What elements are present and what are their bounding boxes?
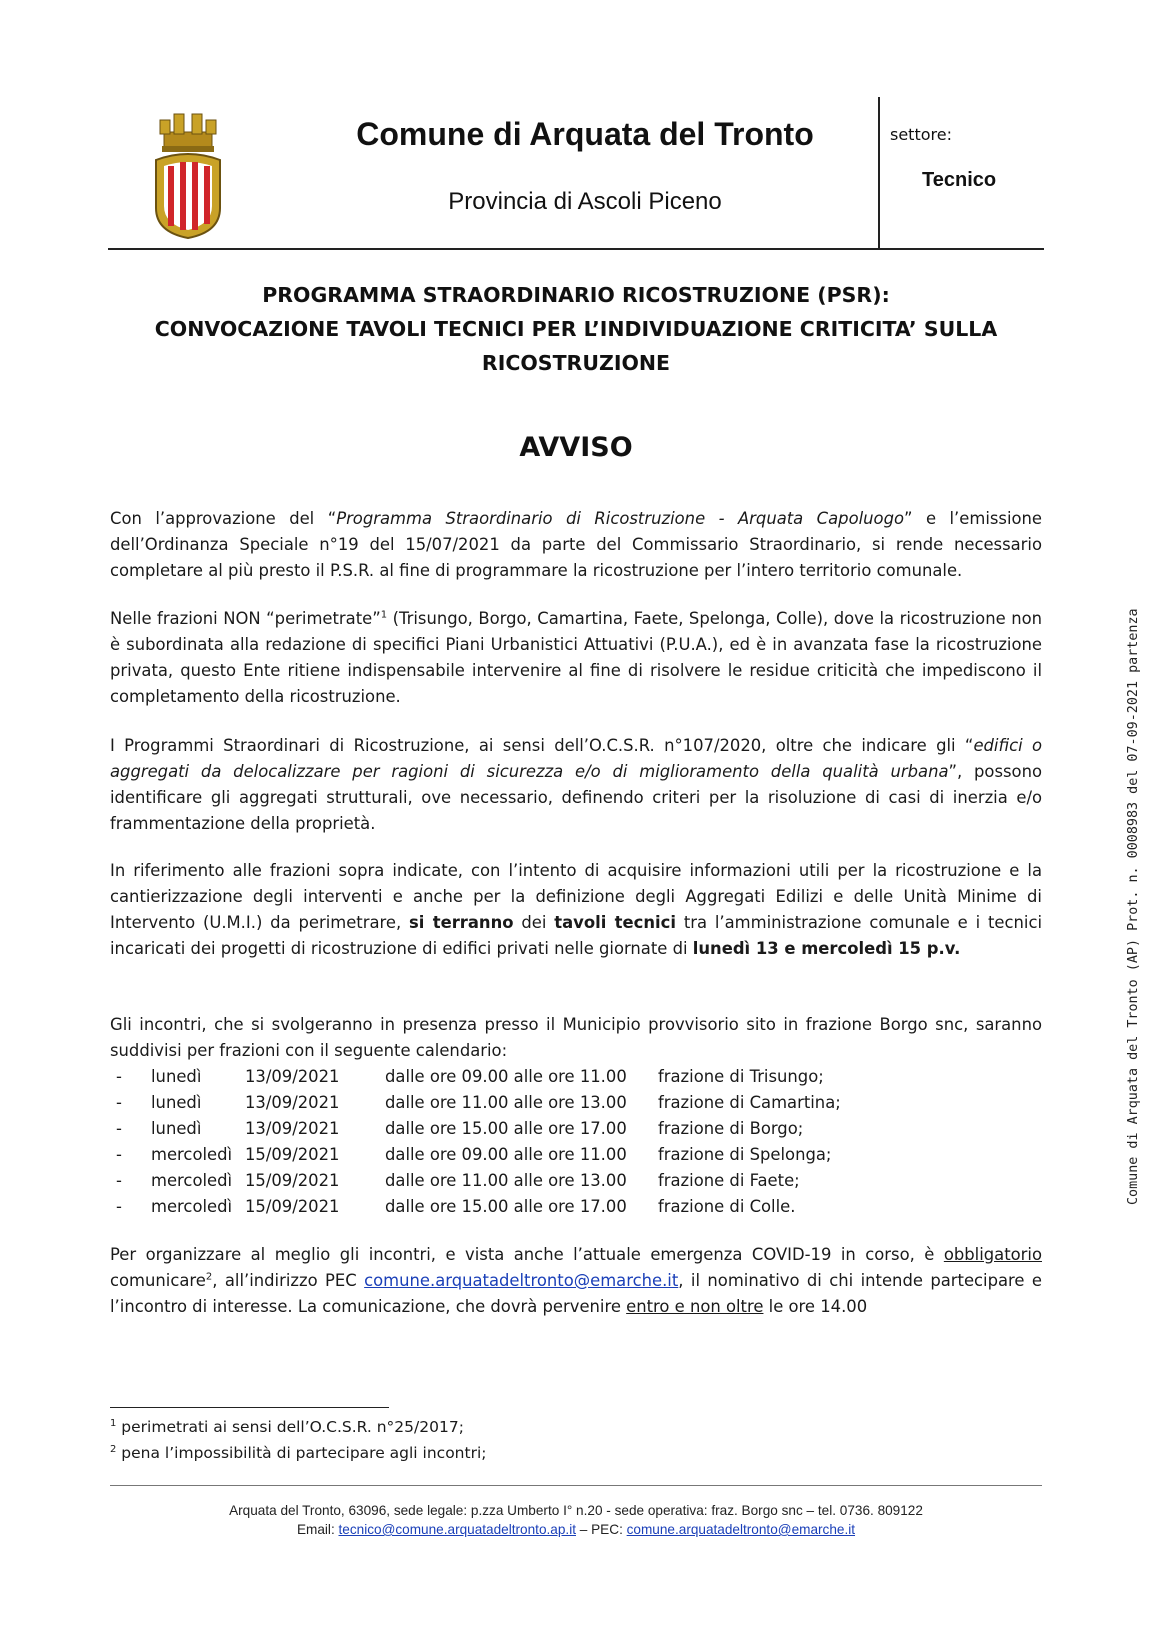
p1-program-name: Programma Straordinario di Ricostruzione - Arquata Capoluogo (336, 509, 905, 528)
schedule-row (110, 1168, 1042, 1194)
schedule-row (110, 1116, 1042, 1142)
p1-text-c: ” e l’emissione dell’Ordinanza Speciale n°19 del 15/07/2021 da parte del Commissario Straordinario, si rende necessario completare al più presto il P.S.R. al fine di programmare la ricostruzione per l’intero territorio comunale. (110, 509, 1043, 580)
schedule-date: 13/09/2021 (245, 1093, 340, 1112)
paragraph-1 (110, 506, 1042, 584)
schedule-place: frazione di Trisungo; (658, 1067, 824, 1086)
schedule-dash: - (116, 1197, 122, 1216)
schedule-row (110, 1064, 1042, 1090)
avviso-heading: AVVISO (519, 432, 633, 463)
schedule-day: mercoledì (151, 1145, 233, 1164)
schedule-row (110, 1090, 1042, 1116)
p1-text-a: Con l’approvazione del “ (110, 509, 337, 528)
footer-divider (110, 1485, 1042, 1486)
schedule-time: dalle ore 09.00 alle ore 11.00 (385, 1145, 627, 1164)
footnote-2-number: 2 (110, 1443, 117, 1455)
comune-title: Comune di Arquata del Tronto (356, 116, 814, 152)
footnote-2 (110, 1444, 486, 1462)
schedule-day: lunedì (151, 1093, 202, 1112)
schedule-day: lunedì (151, 1067, 202, 1086)
schedule-time: dalle ore 15.00 alle ore 17.00 (385, 1119, 627, 1138)
schedule-time: dalle ore 15.00 alle ore 17.00 (385, 1197, 627, 1216)
footer-address: Arquata del Tronto, 63096, sede legale: p.zza Umberto I° n.20 - sede operativa: fraz. Borgo snc – tel. 0736. 809122 (229, 1503, 923, 1518)
p3-quoted-text: edifici o aggregati da delocalizzare per ragioni di sicurezza e/o di miglioramento della qualità urbana (110, 736, 1042, 781)
footnote-1-number: 1 (110, 1417, 117, 1429)
schedule-time: dalle ore 09.00 alle ore 11.00 (385, 1067, 627, 1086)
schedule-dash: - (116, 1171, 122, 1190)
schedule-time: dalle ore 11.00 alle ore 13.00 (385, 1171, 627, 1190)
footer-email-label: Email: (296, 1522, 339, 1537)
footnote-ref-2: 2 (205, 1271, 213, 1283)
p4-text-c: dei (513, 913, 555, 932)
p4-text-e: tra l’amministrazione comunale e i tecnici incaricati dei progetti di ricostruzione di edifici privati nelle giornate di (110, 913, 1043, 958)
schedule-place: frazione di Faete; (658, 1171, 800, 1190)
schedule-place: frazione di Borgo; (658, 1119, 804, 1138)
schedule-row (110, 1142, 1042, 1168)
schedule-list (110, 1064, 1042, 1220)
p6-text-g: le ore 14.00 (763, 1297, 868, 1316)
paragraph-2 (110, 606, 1042, 710)
schedule-place: frazione di Camartina; (658, 1093, 841, 1112)
schedule-date: 15/09/2021 (245, 1197, 340, 1216)
schedule-date: 13/09/2021 (245, 1067, 340, 1086)
footer-pec-label: – PEC: (576, 1522, 627, 1537)
p6-text-a: Per organizzare al meglio gli incontri, e vista anche l’attuale emergenza COVID-19 in corso, è (110, 1245, 944, 1264)
p6-text-e: , il nominativo di chi intende partecipare e l’incontro di interesse. La comunicazione, che dovrà pervenire (110, 1271, 1042, 1316)
paragraph-6 (110, 1242, 1042, 1320)
schedule-day: mercoledì (151, 1197, 233, 1216)
schedule-day: lunedì (151, 1119, 202, 1138)
title-line-1: PROGRAMMA STRAORDINARIO RICOSTRUZIONE (PSR): (262, 283, 890, 307)
footer-pec-link[interactable]: comune.arquatadeltronto@emarche.it (626, 1522, 856, 1537)
title-line-3: RICOSTRUZIONE (481, 351, 671, 375)
schedule-row (110, 1194, 1042, 1220)
schedule-place: frazione di Colle. (658, 1197, 796, 1216)
p4-bold-si-terranno: si terranno (409, 913, 514, 932)
p4-text-a: In riferimento alle frazioni sopra indicate, con l’intento di acquisire informazioni utili per la ricostruzione e la cantierizzazione degli interventi e anche per la definizione degli Aggregati Edilizi e delle Unità Minime di Intervento (U.M.I.) da perimetrare, (110, 861, 1042, 932)
paragraph-3 (110, 733, 1042, 837)
schedule-date: 15/09/2021 (245, 1171, 340, 1190)
schedule-time: dalle ore 11.00 alle ore 13.00 (385, 1093, 627, 1112)
schedule-dash: - (116, 1145, 122, 1164)
footnote-ref-1: 1 (380, 609, 388, 621)
protocol-stamp: Comune di Arquata del Tronto (AP) Prot. n. 0008983 del 07-09-2021 partenza (1126, 608, 1141, 1205)
schedule-place: frazione di Spelonga; (658, 1145, 832, 1164)
p6-entro-e-non-oltre: entro e non oltre (626, 1297, 764, 1316)
coat-of-arms-logo (150, 108, 226, 240)
p6-text-d: , all’indirizzo PEC (212, 1271, 365, 1290)
p4-bold-dates: lunedì 13 e mercoledì 15 p.v. (692, 939, 961, 958)
footnote-divider (110, 1407, 389, 1408)
p3-text-c: ”, possono identificare gli aggregati strutturali, ove necessario, definendo criteri per la risoluzione di casi di inerzia e/o frammentazione della proprietà. (110, 762, 1042, 833)
footnote-2-text: pena l’impossibilità di partecipare agli incontri; (116, 1444, 487, 1462)
settore-label: settore: (890, 125, 952, 144)
document-title (110, 278, 1042, 380)
schedule-dash: - (116, 1093, 122, 1112)
footer-contacts (110, 1522, 1042, 1537)
paragraph-5: Gli incontri, che si svolgeranno in presenza presso il Municipio provvisorio sito in frazione Borgo snc, saranno suddivisi per frazioni con il seguente calendario: (110, 1015, 1042, 1060)
footer-email-link[interactable]: tecnico@comune.arquatadeltronto.ap.it (338, 1522, 576, 1537)
p6-obbligatorio: obbligatorio (943, 1245, 1042, 1264)
p2-text-b: (Trisungo, Borgo, Camartina, Faete, Spelonga, Colle), dove la ricostruzione non è subordinata alla redazione di specifici Piani Urbanistici Attuativi (P.U.A.), ed è in avanzata fase la ricostruzione privata, questo Ente ritiene indispensabile intervenire al fine di risolvere le residue criticità che impediscono il completamento della ricostruzione. (110, 609, 1042, 706)
p3-text-a: I Programmi Straordinari di Ricostruzione, ai sensi dell’O.C.S.R. n°107/2020, oltre che indicare gli “ (110, 736, 974, 755)
footnote-1-text: perimetrati ai sensi dell’O.C.S.R. n°25/2017; (116, 1418, 464, 1436)
schedule-dash: - (116, 1119, 122, 1138)
p4-bold-tavoli-tecnici: tavoli tecnici (554, 913, 676, 932)
p6-text-c: comunicare (110, 1271, 206, 1290)
header-divider (108, 248, 1044, 250)
pec-email-link[interactable]: comune.arquatadeltronto@emarche.it (364, 1271, 679, 1290)
schedule-day: mercoledì (151, 1171, 233, 1190)
schedule-date: 13/09/2021 (245, 1119, 340, 1138)
header-vertical-divider (878, 97, 880, 249)
settore-value: Tecnico (922, 169, 997, 191)
footnote-1 (110, 1418, 464, 1436)
p2-text-a: Nelle frazioni NON “perimetrate” (110, 609, 381, 628)
schedule-date: 15/09/2021 (245, 1145, 340, 1164)
paragraph-4 (110, 858, 1042, 962)
schedule-dash: - (116, 1067, 122, 1086)
title-line-2: CONVOCAZIONE TAVOLI TECNICI PER L’INDIVIDUAZIONE CRITICITA’ SULLA (154, 317, 998, 341)
provincia-subtitle: Provincia di Ascoli Piceno (448, 188, 722, 215)
